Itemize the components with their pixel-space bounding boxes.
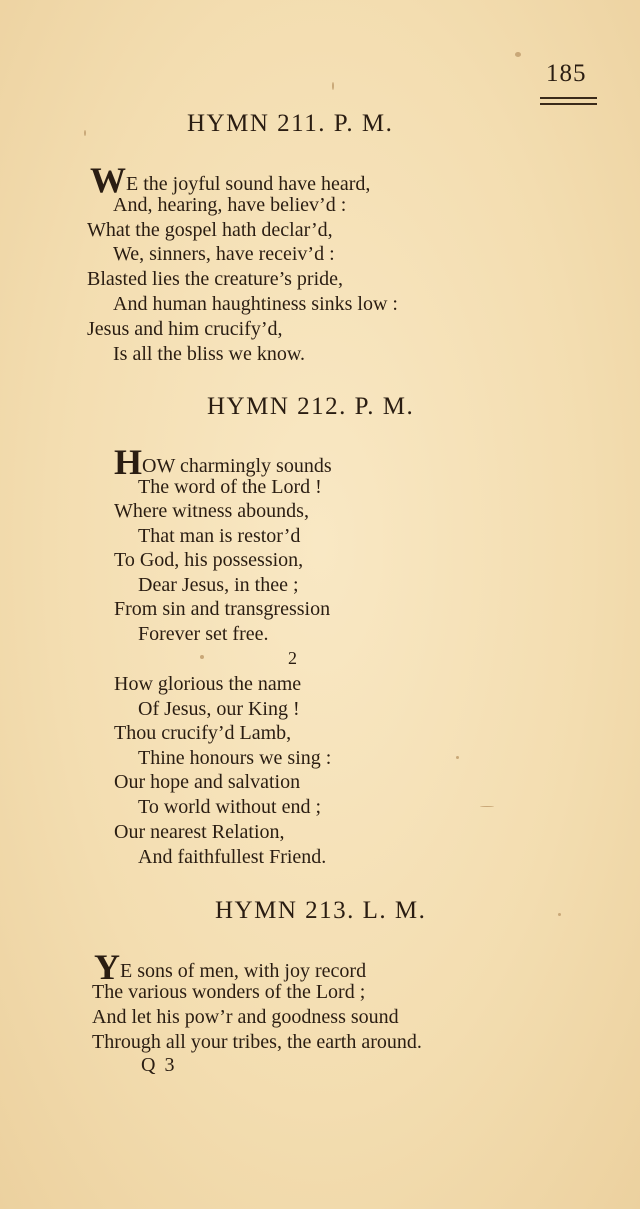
hymn-212-line: To world without end ; [138,796,322,818]
hymn-212-line: The word of the Lord ! [138,476,322,498]
paper-speck [84,130,86,136]
header-rule [540,103,597,105]
paper-speck [558,913,561,916]
hymn-211-line: And human haughtiness sinks low : [113,293,398,315]
signature-mark: Q 3 [141,1054,177,1076]
hymn-212-line: And faithfullest Friend. [138,846,327,868]
hymn-212-line: How glorious the name [114,673,302,695]
hymn-212-line-1: HOW charmingly sounds [114,442,332,482]
hymn-211-line: Is all the bliss we know. [113,343,306,365]
drop-cap: Y [94,947,120,987]
hymn-211-line: Jesus and him crucify’d, [87,318,283,340]
hymn-212-title: HYMN 212. P. M. [207,393,415,420]
drop-cap: H [114,442,143,482]
hymn-212-line: Dear Jesus, in thee ; [138,574,299,596]
hymn-211-line-1: WE the joyful sound have heard, [90,160,371,200]
hymn-212-line: Our nearest Relation, [114,821,285,843]
hymn-211-line: We, sinners, have receiv’d : [113,243,335,265]
hymn-212-line: Thine honours we sing : [138,747,332,769]
hymn-212-line: Where witness abounds, [114,500,309,522]
hymn-211-line: And, hearing, have believ’d : [113,194,347,216]
hymn-211-title: HYMN 211. P. M. [187,110,394,137]
paper-speck [480,806,494,807]
hymn-211-line: What the gospel hath declar’d, [87,219,333,241]
page-number: 185 [546,60,587,87]
hymn-213-line: And let his pow’r and goodness sound [92,1006,399,1028]
hymn-213-line: The various wonders of the Lord ; [92,981,366,1003]
drop-cap: W [90,160,126,200]
hymn-212-line: From sin and transgression [114,598,331,620]
stanza-number: 2 [288,648,297,668]
hymn-212-line: Our hope and salvation [114,771,301,793]
hymn-212-line: Thou crucify’d Lamb, [114,722,292,744]
header-rule [540,97,597,99]
paper-speck [200,655,204,659]
hymn-213-line-1: YE sons of men, with joy record [94,947,367,987]
hymn-213-title: HYMN 213. L. M. [215,897,427,924]
hymn-212-line: To God, his possession, [114,549,304,571]
paper-speck [332,82,334,90]
hymn-211-line: Blasted lies the creature’s pride, [87,268,344,290]
paper-speck [515,52,521,57]
paper-speck [456,756,459,759]
hymn-212-line: Forever set free. [138,623,269,645]
hymn-212-line: That man is restor’d [138,525,301,547]
hymn-212-line: Of Jesus, our King ! [138,698,300,720]
hymn-213-line: Through all your tribes, the earth around. [92,1031,422,1053]
